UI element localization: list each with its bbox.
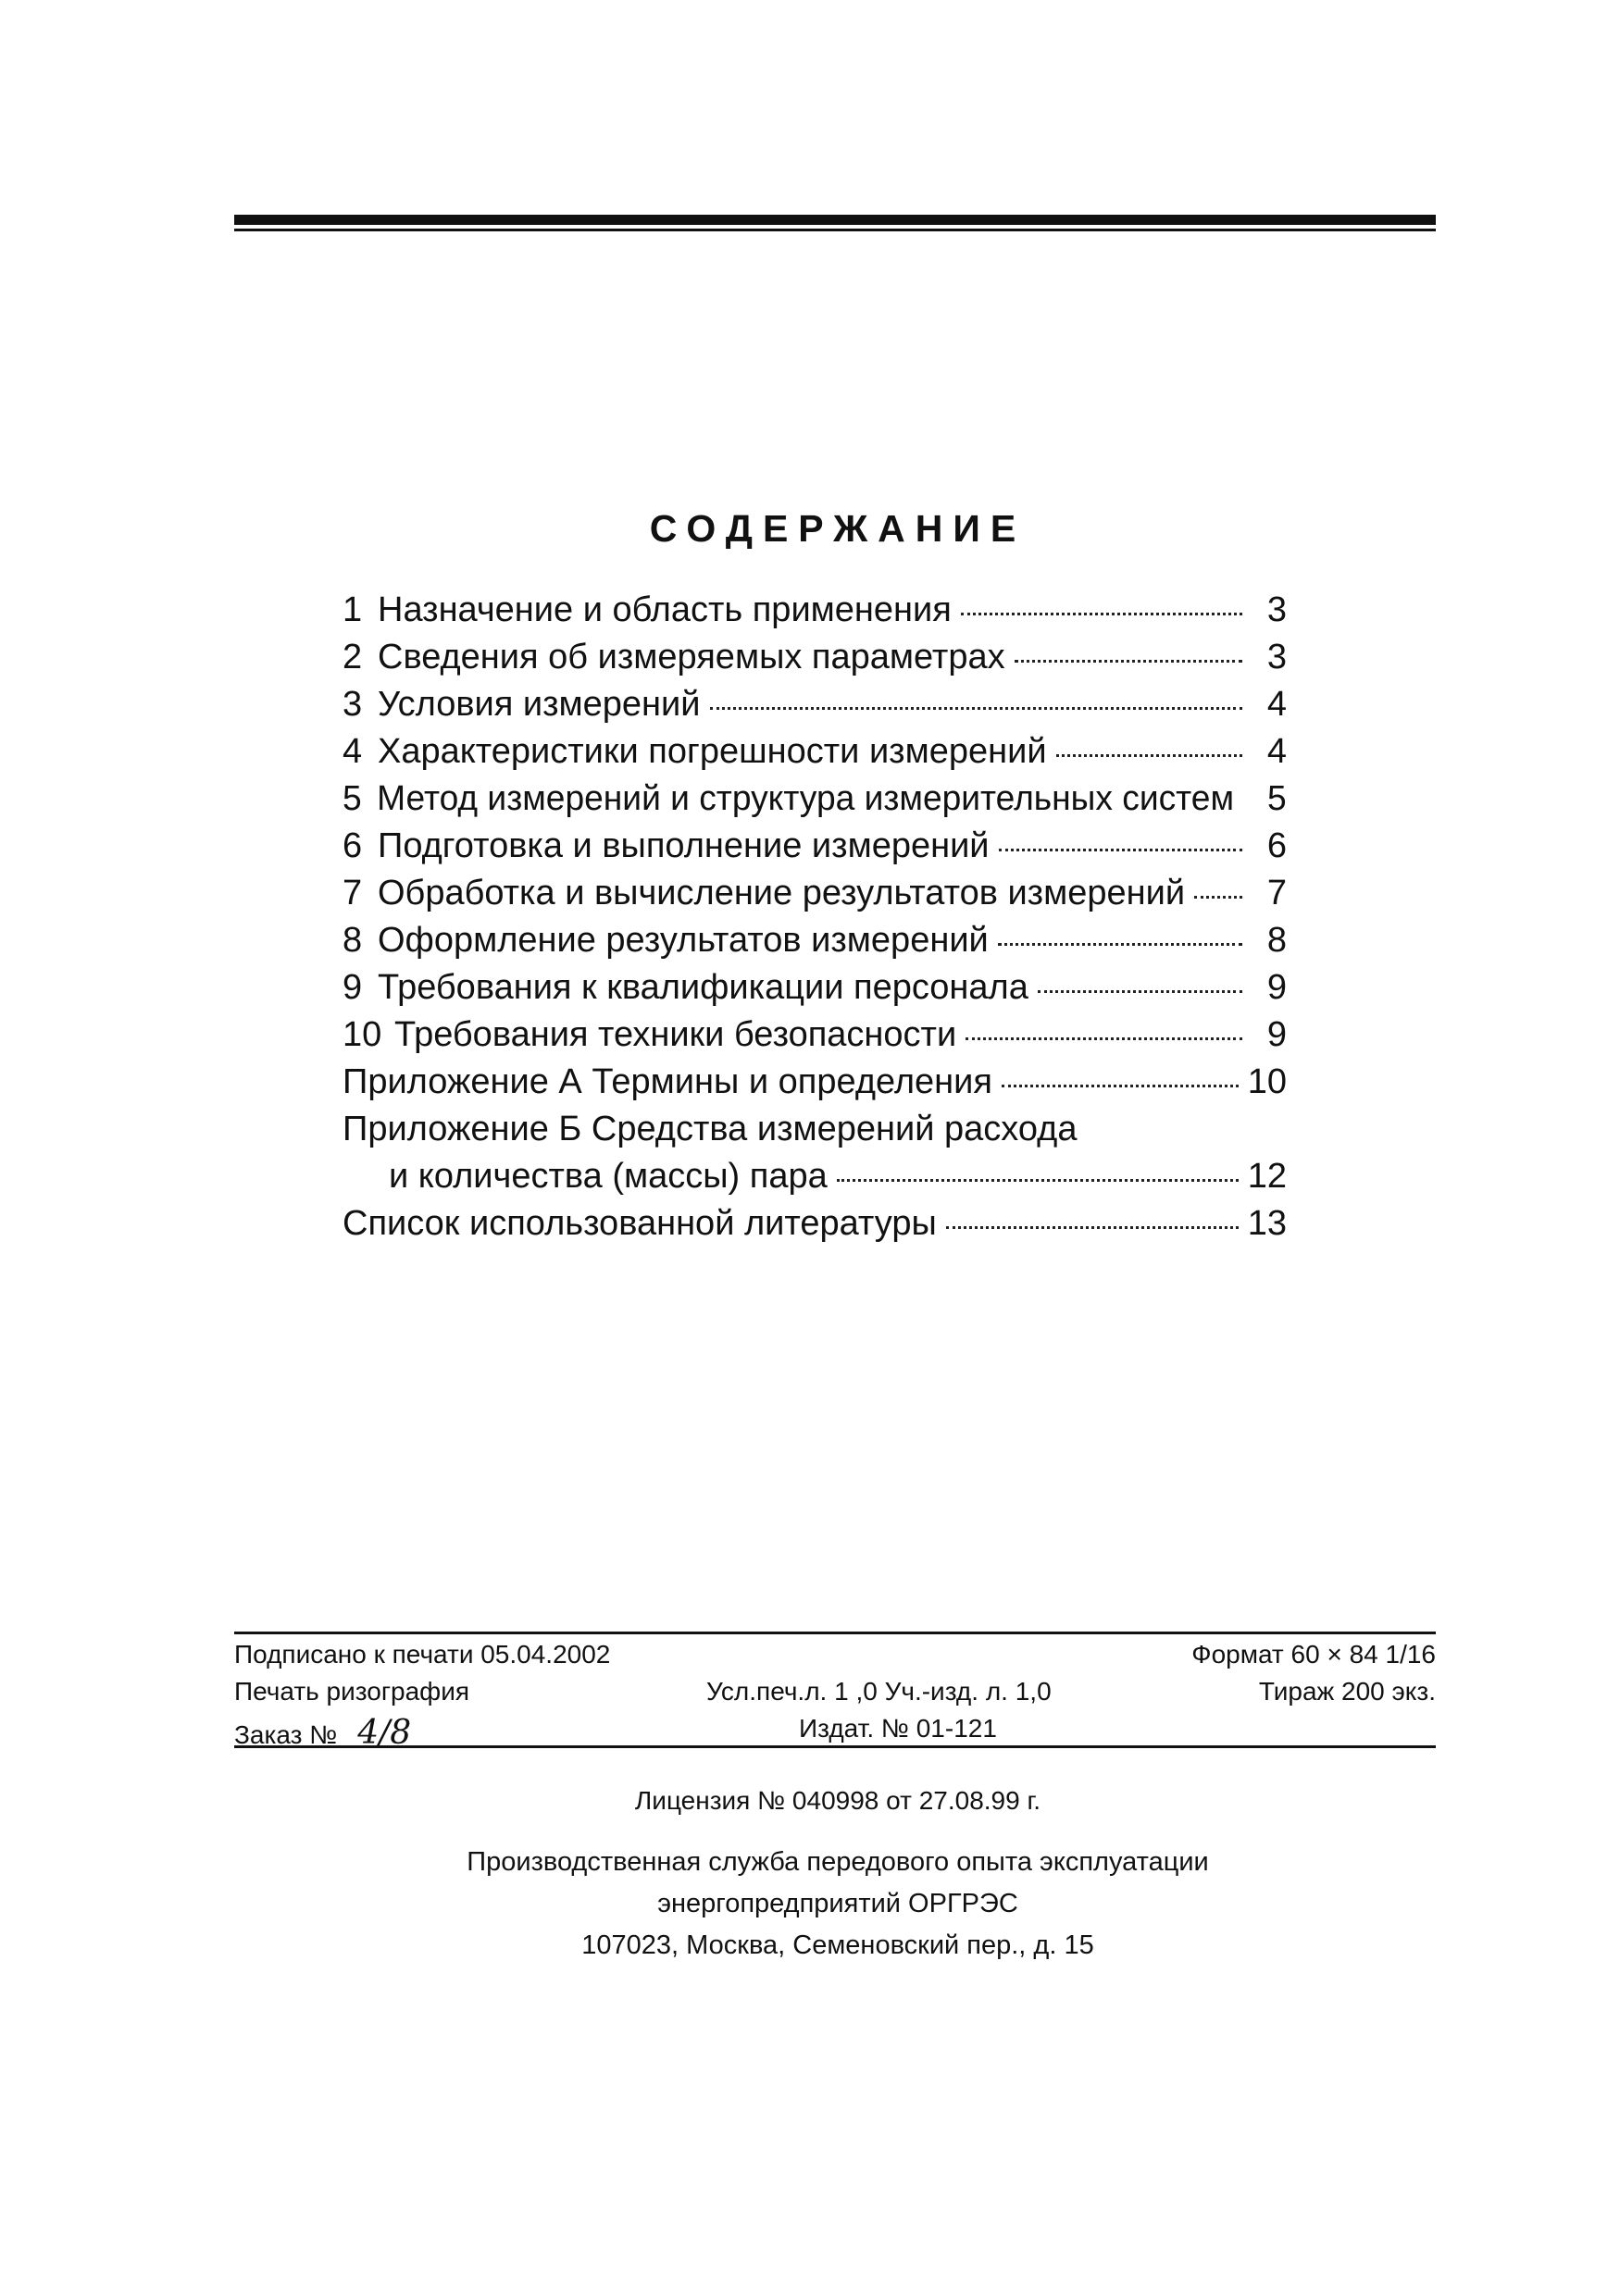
toc-entry-1 [343,590,1287,638]
toc-entry-9 [343,968,1287,1015]
order-number [234,1714,411,1752]
signed-date: Подписано к печати 05.04.2002 [234,1640,611,1669]
order-handwritten-value: 4/8 [357,1714,412,1752]
toc-entry-number: 9 [343,968,363,1007]
imprint-row-2 [234,1671,1436,1708]
toc-entry-title: Список использованной литературы [343,1204,937,1243]
toc-entry-10 [343,1015,1287,1062]
toc-entry-number: 7 [343,874,363,912]
toc-leader-dots [1194,896,1242,899]
toc-entry-number: 6 [343,826,363,865]
print-run: Тираж 200 экз. [1258,1677,1436,1706]
toc-entry-number: 3 [343,685,363,724]
toc-entry-page: 10 [1247,1062,1287,1101]
toc-leader-dots [966,1037,1242,1040]
publisher-address: 107023, Москва, Семеновский пер., д. 15 [581,1930,1094,1960]
toc-leader-dots [961,613,1242,615]
toc-entry-4 [343,732,1287,779]
toc-leader-dots [837,1179,1239,1182]
toc-entry-title: Характеристики погрешности измерений [378,732,1047,771]
toc-entry-page: 9 [1266,968,1287,1007]
toc-leader-dots [999,849,1242,851]
imprint-block [234,1632,1436,1752]
license-line: Лицензия № 040998 от 27.08.99 г. [634,1786,1041,1815]
toc-leader-dots [710,707,1243,710]
publisher-info [0,1842,1620,1967]
toc-entry-page: 4 [1266,685,1287,724]
toc-entry-6 [343,826,1287,874]
order-label: Заказ № [234,1720,338,1749]
toc-leader-dots [1056,754,1242,757]
imprint-row-1 [234,1634,1436,1671]
paper-format: Формат 60 × 84 1/16 [1191,1640,1436,1669]
toc-entry-page: 13 [1247,1204,1287,1243]
toc-entry-title: Подготовка и выполнение измерений [378,826,990,865]
toc-entry-page: 7 [1266,874,1287,912]
top-rule [234,215,1436,231]
toc-entry-title: Приложение А Термины и определения [343,1062,992,1101]
toc-entry-appendix-a [343,1062,1287,1110]
toc-entry-references [343,1204,1287,1251]
toc-entry-title: Оформление результатов измерений [378,921,989,960]
toc-entry-title: Требования техники безопасности [394,1015,957,1054]
toc-leader-dots [1038,990,1242,993]
toc-entry-title: и количества (массы) пара [389,1157,828,1196]
print-sheets: Усл.печ.л. 1 ,0 Уч.-изд. л. 1,0 [706,1677,1052,1706]
publisher-number: Издат. № 01-121 [799,1714,997,1743]
toc-entry-page: 5 [1267,779,1287,818]
toc-entry-5 [343,779,1287,826]
toc-entry-7 [343,874,1287,921]
top-rule-thick [234,215,1436,225]
publisher-name-line1: Производственная служба передового опыта эксплуатации [467,1847,1209,1877]
imprint-bottom-rule [234,1745,1436,1748]
toc-entry-title: Назначение и область применения [378,590,952,629]
toc-entry-number: 10 [343,1015,382,1054]
toc-entry-number: 8 [343,921,363,960]
toc-entry-page: 8 [1266,921,1287,960]
toc-entry-page: 4 [1266,732,1287,771]
toc-entry-title: Требования к квалификации персонала [378,968,1028,1007]
table-of-contents [343,590,1287,1251]
toc-entry-appendix-b-cont [343,1157,1287,1204]
toc-entry-title: Сведения об измеряемых параметрах [378,638,1005,676]
imprint-row-3 [234,1708,1436,1752]
toc-entry-3 [343,685,1287,732]
toc-entry-title: Метод измерений и структура измерительных систем [377,779,1235,818]
toc-entry-page: 9 [1266,1015,1287,1054]
toc-entry-2 [343,638,1287,685]
toc-entry-page: 3 [1266,590,1287,629]
top-rule-thin [234,229,1436,231]
publisher-name-line2: энергопредприятий ОРГРЭС [657,1889,1018,1918]
toc-entry-number: 4 [343,732,363,771]
toc-entry-title: Приложение Б Средства измерений расхода [343,1110,1078,1148]
toc-entry-number: 1 [343,590,363,629]
toc-entry-number: 2 [343,638,363,676]
toc-entry-page: 3 [1266,638,1287,676]
toc-entry-number: 5 [343,779,362,818]
toc-entry-appendix-b [343,1110,1287,1157]
toc-leader-dots [946,1226,1239,1229]
toc-leader-dots [1015,660,1242,663]
toc-entry-page: 6 [1266,826,1287,865]
toc-entry-title: Обработка и вычисление результатов измерений [378,874,1186,912]
toc-leader-dots [1002,1085,1239,1087]
toc-entry-title: Условия измерений [378,685,701,724]
toc-leader-dots [998,943,1242,946]
toc-entry-page: 12 [1247,1157,1287,1196]
toc-heading: СОДЕРЖАНИЕ [649,507,1027,550]
print-type: Печать ризография [234,1677,470,1706]
toc-entry-8 [343,921,1287,968]
